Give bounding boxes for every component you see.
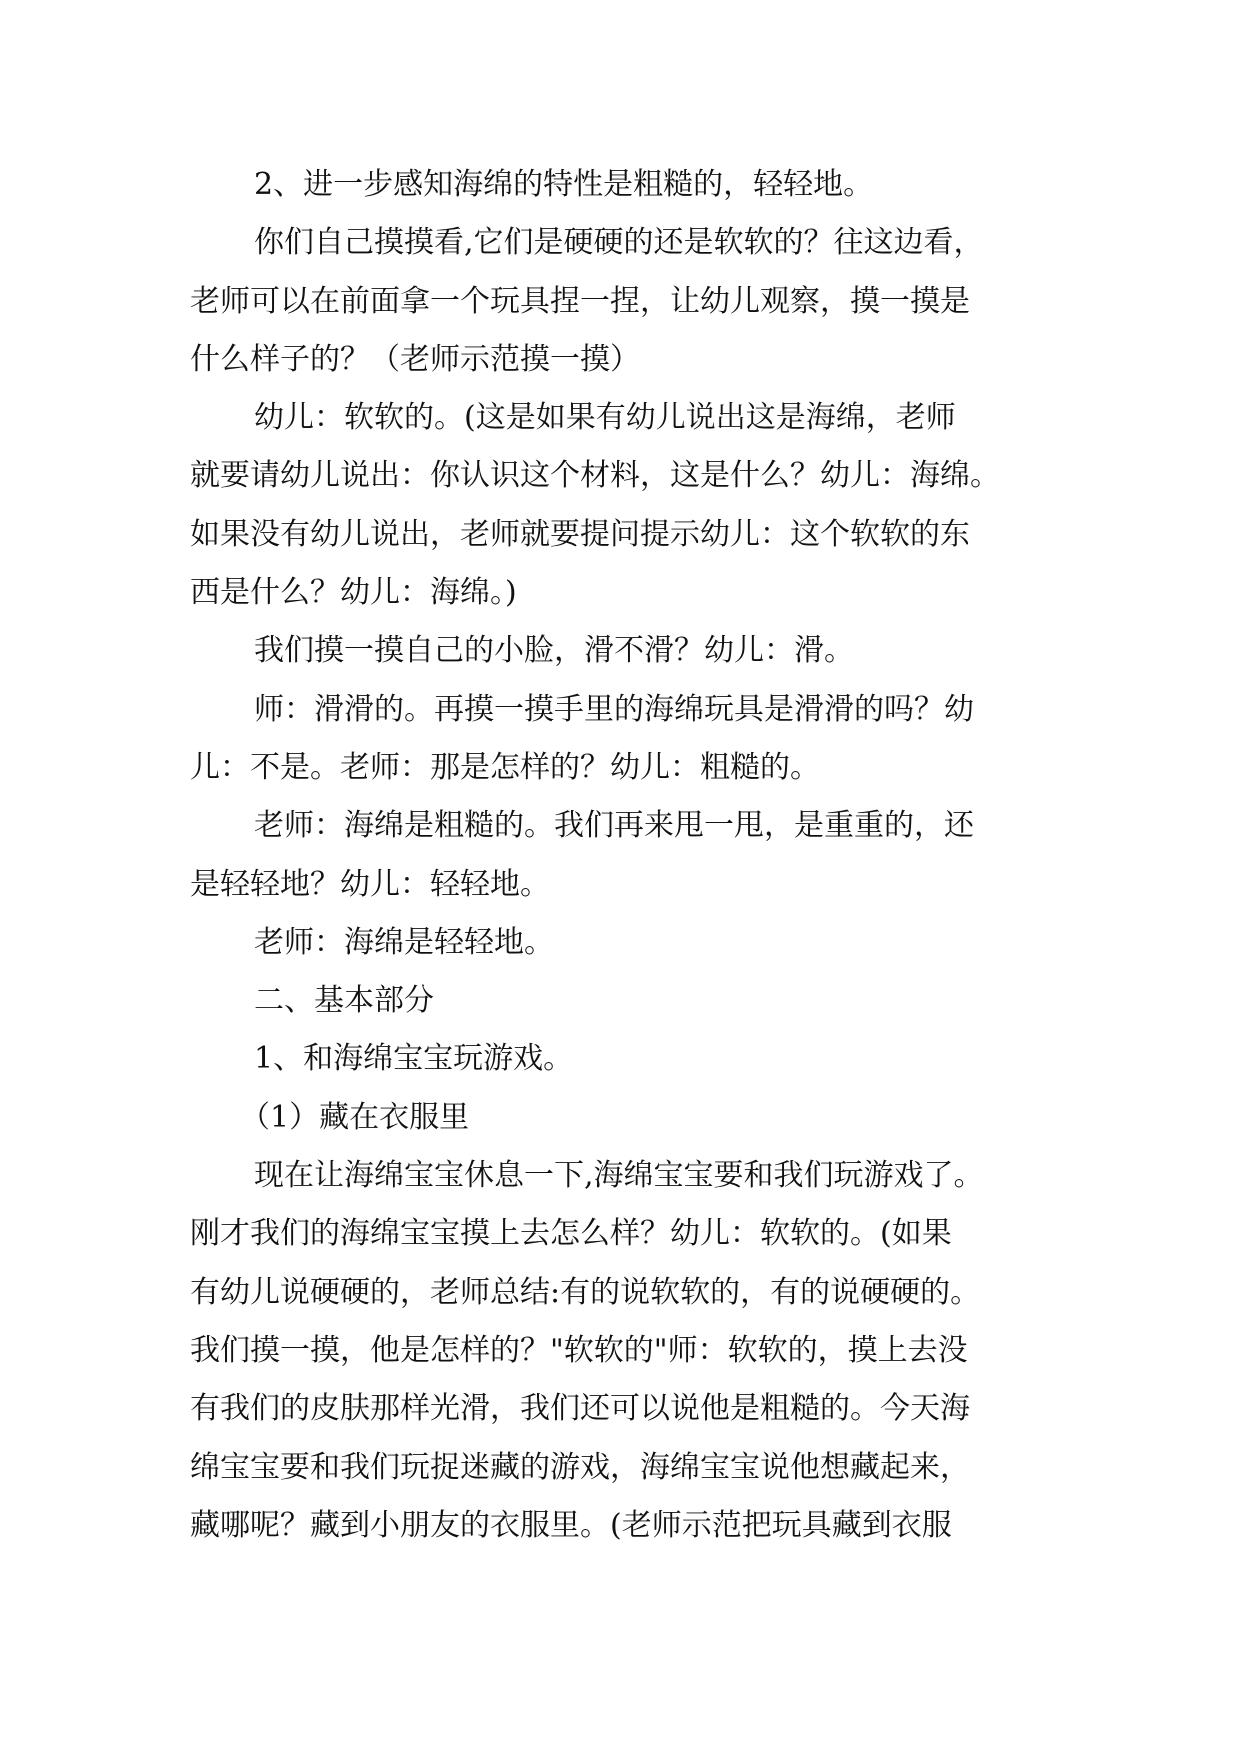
- text-line: 什么样子的？（老师示范摸一摸）: [190, 341, 640, 377]
- text-line: 幼儿：软软的。(这是如果有幼儿说出这是海绵，老师: [254, 400, 956, 436]
- text-line: 师：滑滑的。再摸一摸手里的海绵玩具是滑滑的吗？幼: [254, 691, 974, 727]
- text-line: 老师可以在前面拿一个玩具捏一捏，让幼儿观察，摸一摸是: [190, 283, 970, 319]
- text-line: 就要请幼儿说出：你认识这个材料，这是什么？幼儿：海绵。: [190, 458, 1000, 494]
- text-line: 我们摸一摸，他是怎样的？"软软的"师：软软的，摸上去没: [190, 1332, 968, 1368]
- subsection-heading: 1、和海绵宝宝玩游戏。: [254, 1041, 574, 1077]
- item-heading: （1）藏在衣服里: [240, 1099, 470, 1135]
- text-line: 你们自己摸摸看,它们是硬硬的还是软软的？往这边看，: [254, 225, 984, 261]
- text-line: 西是什么？幼儿：海绵。): [190, 575, 517, 611]
- text-line: 现在让海绵宝宝休息一下,海绵宝宝要和我们玩游戏了。: [254, 1158, 984, 1194]
- text-line: 刚才我们的海绵宝宝摸上去怎么样？幼儿：软软的。(如果: [190, 1216, 952, 1252]
- text-line: 藏哪呢？藏到小朋友的衣服里。(老师示范把玩具藏到衣服: [190, 1507, 952, 1543]
- text-line: 老师：海绵是轻轻地。: [254, 924, 554, 960]
- text-line: 如果没有幼儿说出，老师就要提问提示幼儿：这个软软的东: [190, 516, 970, 552]
- text-line: 是轻轻地？幼儿：轻轻地。: [190, 866, 550, 902]
- text-line: 2、进一步感知海绵的特性是粗糙的，轻轻地。: [254, 167, 874, 202]
- text-line: 我们摸一摸自己的小脸，滑不滑？幼儿：滑。: [254, 633, 854, 669]
- text-line: 有我们的皮肤那样光滑，我们还可以说他是粗糙的。今天海: [190, 1391, 970, 1427]
- section-heading: 二、基本部分: [254, 983, 434, 1019]
- text-line: 有幼儿说硬硬的，老师总结:有的说软软的，有的说硬硬的。: [190, 1274, 981, 1310]
- document-body: [190, 156, 1090, 1555]
- text-line: 绵宝宝要和我们玩捉迷藏的游戏，海绵宝宝说他想藏起来，: [190, 1449, 970, 1485]
- text-line: 老师：海绵是粗糙的。我们再来甩一甩，是重重的，还: [254, 808, 974, 844]
- text-line: 儿：不是。老师：那是怎样的？幼儿：粗糙的。: [190, 749, 820, 785]
